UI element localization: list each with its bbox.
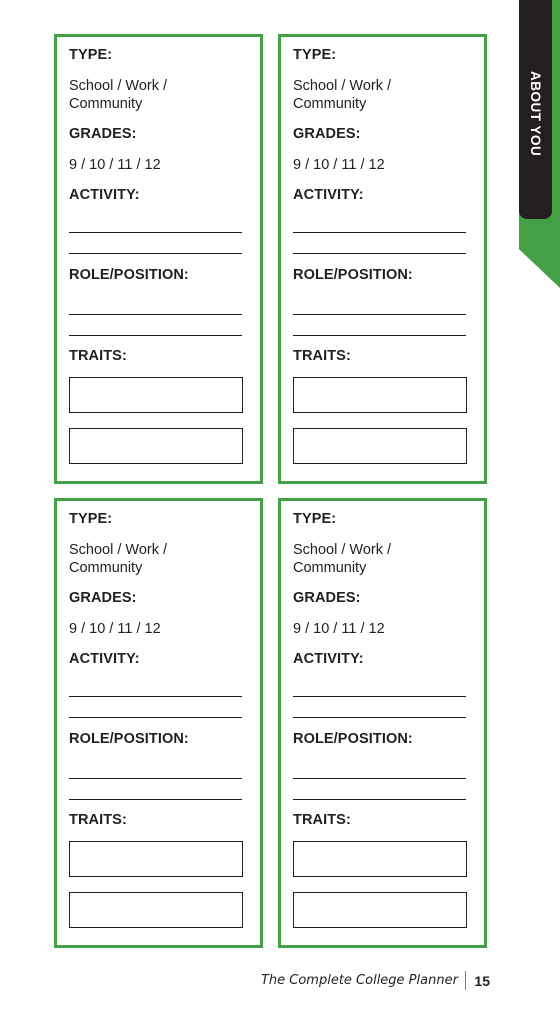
activity-label: ACTIVITY: xyxy=(69,651,140,667)
grades-options: 9 / 10 / 11 / 12 xyxy=(293,157,385,173)
role-write-line-2[interactable] xyxy=(293,799,466,800)
role-position-label: ROLE/POSITION: xyxy=(293,731,413,747)
grades-label: GRADES: xyxy=(69,126,137,142)
grades-label: GRADES: xyxy=(293,590,361,606)
type-options: School / Work / Community xyxy=(69,542,168,576)
page-number: 15 xyxy=(474,972,490,989)
type-label: TYPE: xyxy=(293,47,337,63)
role-write-line-2[interactable] xyxy=(69,335,242,336)
activity-card-2 xyxy=(278,34,487,484)
activity-write-line-2[interactable] xyxy=(293,717,466,718)
trait-box-2[interactable] xyxy=(69,428,243,464)
role-position-label: ROLE/POSITION: xyxy=(69,267,189,283)
activity-write-line-2[interactable] xyxy=(69,717,242,718)
role-write-line-1[interactable] xyxy=(69,314,242,315)
activity-write-line-1[interactable] xyxy=(69,696,242,697)
role-write-line-2[interactable] xyxy=(293,335,466,336)
role-write-line-1[interactable] xyxy=(69,778,242,779)
type-options: School / Work / Community xyxy=(293,78,392,112)
grades-options: 9 / 10 / 11 / 12 xyxy=(293,621,385,637)
grades-options: 9 / 10 / 11 / 12 xyxy=(69,157,161,173)
activity-write-line-1[interactable] xyxy=(293,232,466,233)
activity-write-line-2[interactable] xyxy=(69,253,242,254)
grades-label: GRADES: xyxy=(69,590,137,606)
activity-write-line-1[interactable] xyxy=(69,232,242,233)
activity-card-1 xyxy=(54,34,263,484)
trait-box-1[interactable] xyxy=(293,841,467,877)
activity-write-line-2[interactable] xyxy=(293,253,466,254)
activity-write-line-1[interactable] xyxy=(293,696,466,697)
trait-box-1[interactable] xyxy=(293,377,467,413)
footer-divider xyxy=(465,971,467,990)
activity-label: ACTIVITY: xyxy=(69,187,140,203)
role-write-line-1[interactable] xyxy=(293,314,466,315)
page-footer xyxy=(261,971,490,990)
traits-label: TRAITS: xyxy=(293,812,351,828)
type-options: School / Work / Community xyxy=(69,78,168,112)
type-label: TYPE: xyxy=(69,47,113,63)
role-position-label: ROLE/POSITION: xyxy=(293,267,413,283)
type-options: School / Work / Community xyxy=(293,542,392,576)
activity-card-4 xyxy=(278,498,487,948)
side-tab-label: ABOUT YOU xyxy=(528,71,543,157)
trait-box-1[interactable] xyxy=(69,841,243,877)
traits-label: TRAITS: xyxy=(69,348,127,364)
activity-label: ACTIVITY: xyxy=(293,651,364,667)
traits-label: TRAITS: xyxy=(293,348,351,364)
type-label: TYPE: xyxy=(69,511,113,527)
traits-label: TRAITS: xyxy=(69,812,127,828)
role-write-line-1[interactable] xyxy=(293,778,466,779)
type-label: TYPE: xyxy=(293,511,337,527)
role-write-line-2[interactable] xyxy=(69,799,242,800)
activity-label: ACTIVITY: xyxy=(293,187,364,203)
trait-box-1[interactable] xyxy=(69,377,243,413)
grades-options: 9 / 10 / 11 / 12 xyxy=(69,621,161,637)
trait-box-2[interactable] xyxy=(293,892,467,928)
trait-box-2[interactable] xyxy=(293,428,467,464)
grades-label: GRADES: xyxy=(293,126,361,142)
trait-box-2[interactable] xyxy=(69,892,243,928)
role-position-label: ROLE/POSITION: xyxy=(69,731,189,747)
activity-card-3 xyxy=(54,498,263,948)
book-title: The Complete College Planner xyxy=(260,973,458,988)
